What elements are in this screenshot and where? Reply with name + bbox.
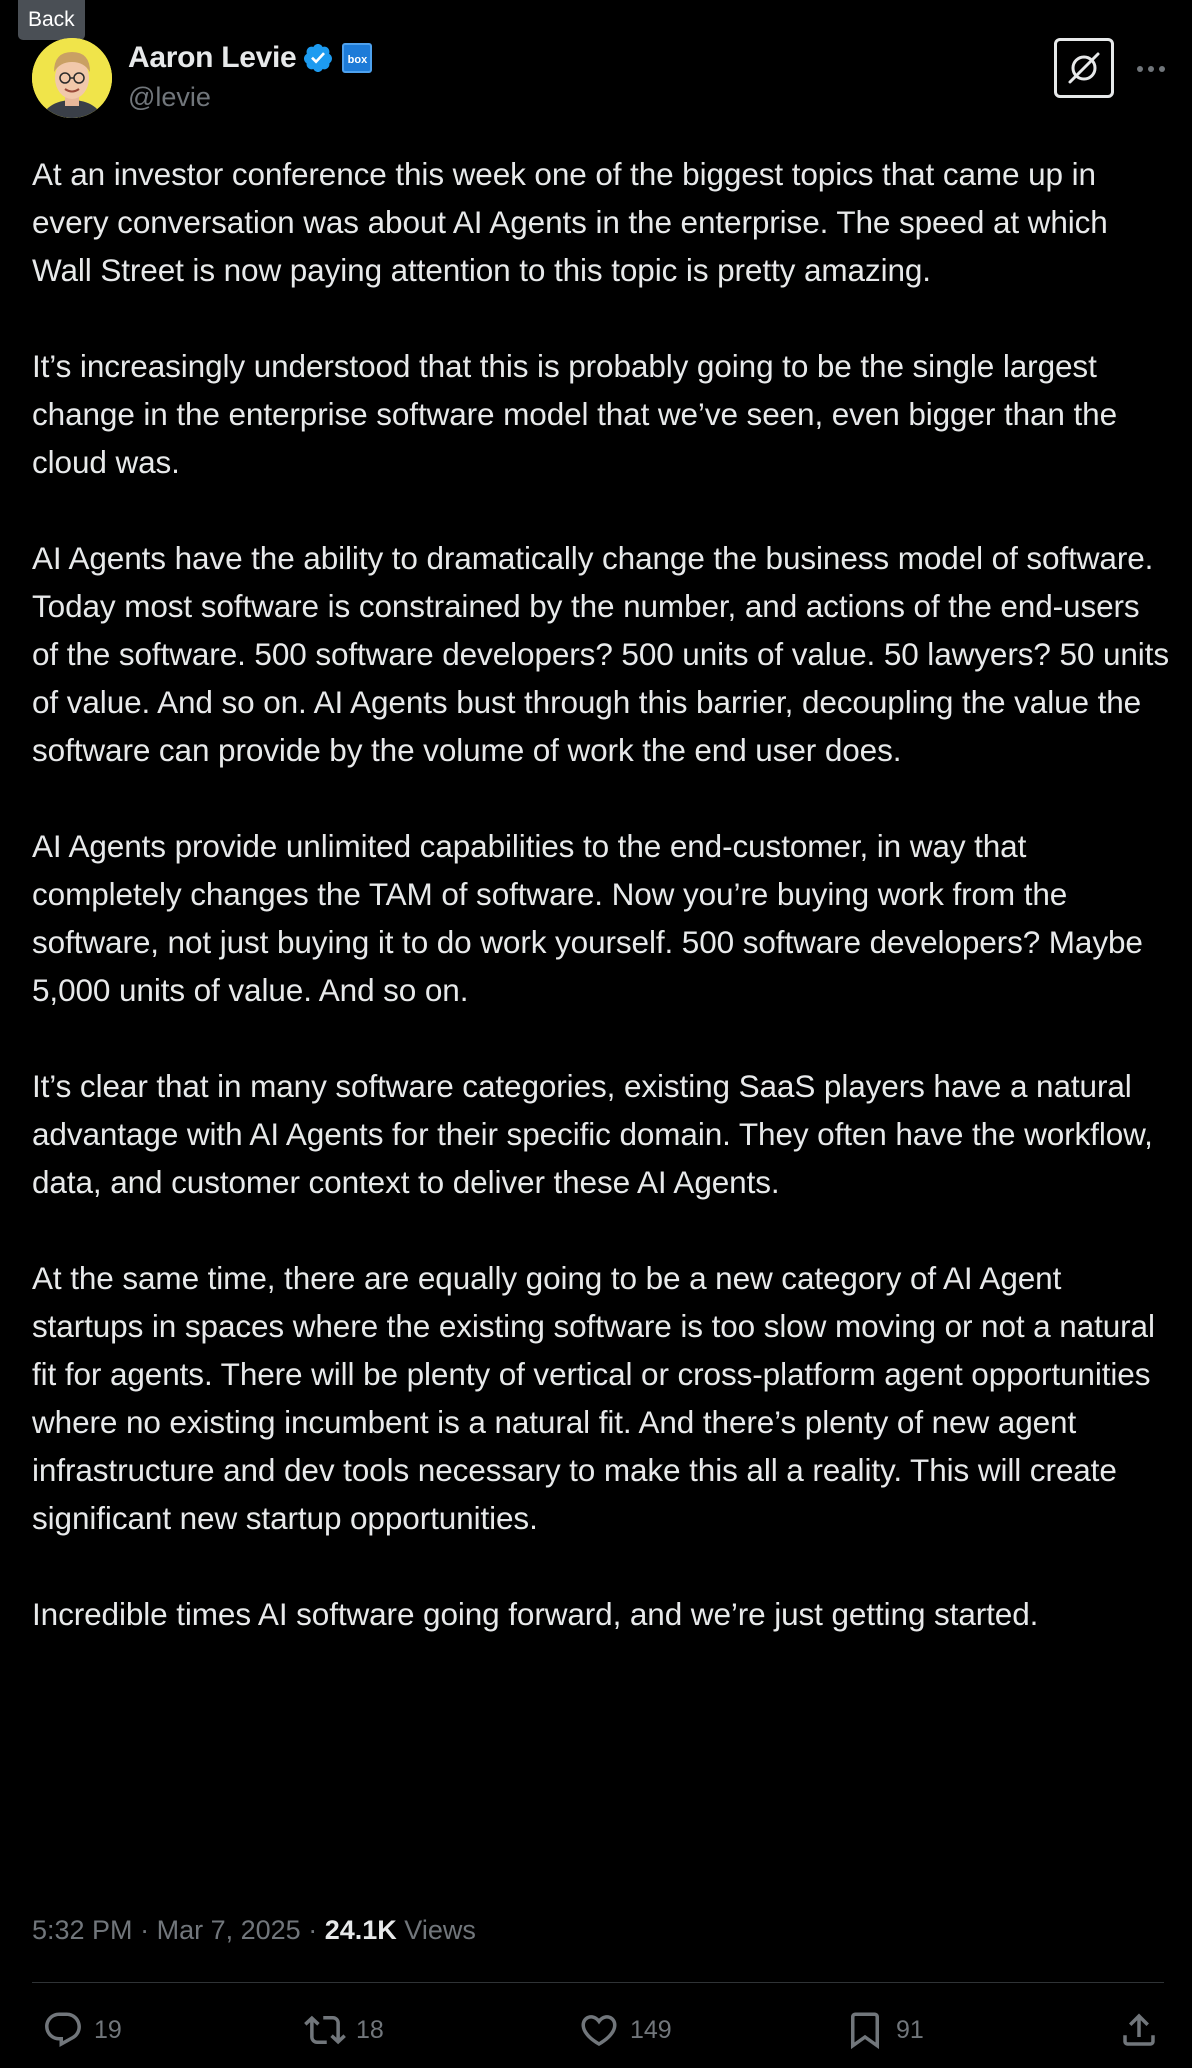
share-button[interactable] [1118, 2004, 1160, 2056]
tweet-text [32, 150, 1172, 1638]
author-name[interactable]: Aaron Levie [128, 41, 297, 74]
retweet-button[interactable] [304, 2004, 384, 2056]
reply-icon [42, 2009, 84, 2051]
tweet-header [32, 38, 1168, 120]
name-row [128, 38, 372, 78]
bookmark-button[interactable] [844, 2004, 924, 2056]
views-count: 24.1K [324, 1915, 397, 1945]
tweet-paragraph: Incredible times AI software going forward, and we’re just getting started. [32, 1596, 1039, 1632]
affiliate-badge[interactable]: box [342, 43, 372, 73]
grok-button[interactable] [1054, 38, 1114, 98]
reply-button[interactable] [42, 2004, 122, 2056]
author-handle[interactable]: @levie [128, 82, 211, 112]
author-info [128, 38, 372, 113]
reply-count: 19 [94, 2015, 122, 2044]
tweet-paragraph: It’s clear that in many software categories, existing SaaS players have a natural advantage with AI Agents for their specific domain. They often have the workflow, data, and customer context to deliver these AI Agents. [32, 1068, 1153, 1200]
heart-icon [578, 2009, 620, 2051]
retweet-count: 18 [356, 2015, 384, 2044]
tweet-paragraph: At the same time, there are equally going to be a new category of AI Agent startups in spaces where the existing software is too slow moving or not a natural fit for agents. There will be plenty of vertical or cross-platform agent opportunities where no existing incumbent is a natural fit. And there’s plenty of new agent infrastructure and dev tools necessary to make this all a reality. This will create significant new startup opportunities. [32, 1260, 1155, 1536]
tweet-paragraph: At an investor conference this week one of the biggest topics that came up in every conversation was about AI Agents in the enterprise. The speed at which Wall Street is now paying attention to this topic is pretty amazing. [32, 156, 1108, 288]
views-label: Views [404, 1915, 476, 1945]
avatar[interactable] [32, 38, 112, 118]
retweet-icon [304, 2009, 346, 2051]
bookmark-count: 91 [896, 2015, 924, 2044]
tweet-meta [32, 1908, 476, 1952]
bookmark-icon [844, 2009, 886, 2051]
more-icon [1134, 52, 1168, 86]
back-tooltip: Back [18, 0, 85, 40]
divider [32, 1982, 1164, 1983]
share-icon [1118, 2009, 1160, 2051]
like-button[interactable] [578, 2004, 672, 2056]
action-bar [32, 2004, 1164, 2056]
tweet-paragraph: It’s increasingly understood that this is probably going to be the single largest change in the enterprise software model that we’ve seen, even bigger than the cloud was. [32, 348, 1117, 480]
meta-separator: · [140, 1915, 150, 1945]
more-options-button[interactable] [1134, 52, 1168, 86]
meta-separator: · [308, 1915, 318, 1945]
grok-icon [1064, 48, 1104, 88]
tweet-date[interactable]: Mar 7, 2025 [156, 1915, 301, 1945]
avatar-image [32, 38, 112, 118]
like-count: 149 [630, 2015, 672, 2044]
tweet-paragraph: AI Agents provide unlimited capabilities to the end-customer, in way that completely changes the TAM of software. Now you’re buying work from the software, not just buying it to do work yourself. 500 software developers? Maybe 5,000 units of value. And so on. [32, 828, 1143, 1008]
tweet-paragraph: AI Agents have the ability to dramatically change the business model of software. Today most software is constrained by the number, and actions of the end-users of the software. 500 software developers? 500 units of value. 50 lawyers? 50 units of value. And so on. AI Agents bust through this barrier, decoupling the value the software can provide by the volume of work the end user does. [32, 540, 1169, 768]
verified-badge-icon[interactable] [302, 42, 334, 74]
tweet-time[interactable]: 5:32 PM [32, 1915, 133, 1945]
